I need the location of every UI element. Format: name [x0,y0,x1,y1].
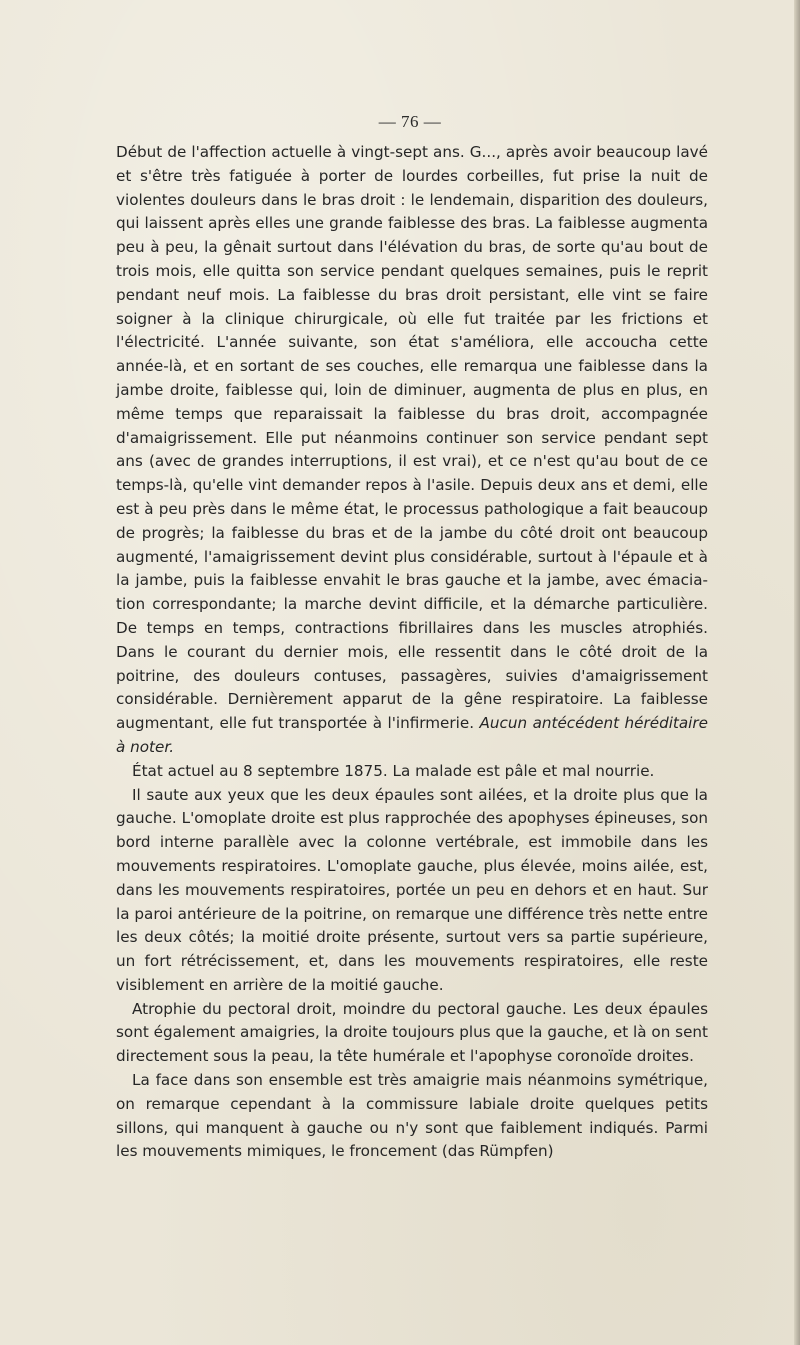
body-text [116,141,708,1164]
paragraph-shoulders: Il saute aux yeux que les deux épaules sont ailées, et la droite plus que la gauche. L'omoplate droite est plus rapprochée des apophyses épineuses, son bord interne parallèle avec la colonne vertébrale, est immobile dans les mouvements respiratoires. L'omoplate gauche, plus élevée, moins ailée, est, dans les mouvements respiratoires, portée un peu en dehors et en haut. Sur la paroi antérieure de la poitrine, on remarque une différence très nette entre les deux côtés; la moitié droite présente, surtout vers sa partie supérieure, un fort rétrécissement, et, dans les mouvements respiratoires, elle reste visiblement en arrière de la moitié gauche. [116,785,708,994]
paragraph-history [116,141,708,760]
paragraph-pectoral: Atrophie du pectoral droit, moindre du pectoral gauche. Les deux épaules sont également amaigries, la droite toujours plus que la gauche, et là on sent directement sous la peau, la tête humérale et l'apophyse coronoïde droites. [116,999,708,1066]
paragraph-history-text: Début de l'affection actuelle à vingt-sept ans. G..., après avoir beaucoup lavé et s'être très fatiguée à porter de lourdes corbeilles, fut prise la nuit de violentes douleurs dans le bras droit : le lendemain, disparition des douleurs, qui laissent après elles une grande faiblesse des bras. La faiblesse augmenta peu à peu, la gênait surtout dans l'élévation du bras, de sorte qu'au bout de trois mois, elle quitta son service pendant quelques semaines, puis le reprit pendant neuf mois. La faiblesse du bras droit persistant, elle vint se faire soigner à la clinique chirurgicale, où elle fut traitée par les frictions et l'électricité. L'année suivante, son état s'améliora, elle accoucha cette année-là, et en sortant de ses couches, elle remarqua une faiblesse dans la jambe droite, faiblesse qui, loin de diminuer, augmenta de plus en plus, en même temps que reparaissait la faiblesse du bras droit, accompagnée d'amaigrissement. Elle put néanmoins continuer son service pendant sept ans (avec de grandes interruptions, il est vrai), et ce n'est qu'au bout de ce temps-là, qu'elle vint demander repos à l'asile. Depuis deux ans et demi, elle est à peu près dans le même état, le processus pathologique a fait beaucoup de progrès; la faiblesse du bras et de la jambe du côté droit ont beaucoup augmenté, l'amaigrissement devint plus considérable, surtout à l'épaule et à la jambe, puis la faiblesse envahit le bras gauche et la jambe, avec émaciation correspondante; la marche devint difficile, et la démarche particulière. De temps en temps, contractions fibrillaires dans les muscles atrophiés. Dans le courant du dernier mois, elle ressentit dans le côté droit de la poitrine, des douleurs contuses, passagères, suivies d'amaigrissement considérable. Dernièrement apparut de la gêne respiratoire. La faiblesse augmentant, elle fut transportée à l'infirmerie. [116,143,708,733]
paragraph-current-state: État actuel au 8 septembre 1875. La malade est pâle et mal nourrie. [132,761,655,780]
paragraph-face: La face dans son ensemble est très amaigrie mais néanmoins symétrique, on remarque cependant à la commissure labiale droite quelques petits sillons, qui manquent à gauche ou n'y sont que faiblement indiqués. Parmi les mouvements mimiques, le froncement (das Rümpfen) [116,1071,708,1161]
page-edge-shadow [794,0,800,1345]
paragraph-history-italic-note: Aucun antécédent héréditaire à noter. [116,714,708,756]
page-number: — 76 — [378,112,442,131]
